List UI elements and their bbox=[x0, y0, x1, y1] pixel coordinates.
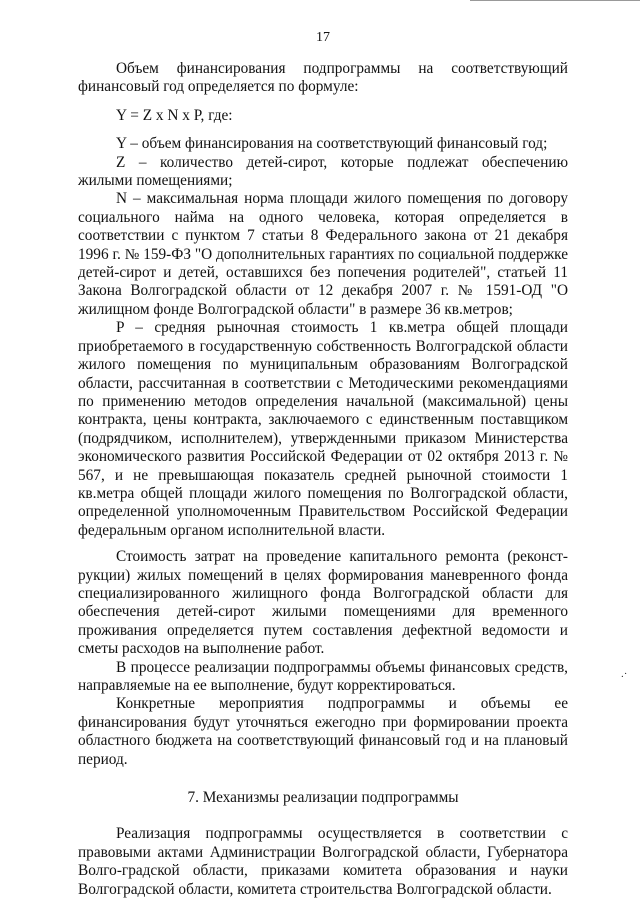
intro-paragraph: Объем финансирования подпрограммы на соответствующий финансовый год определяется по формуле: bbox=[78, 60, 568, 96]
page-number: 17 bbox=[316, 30, 330, 45]
section-heading: 7. Механизмы реализации подпрограммы bbox=[187, 789, 459, 807]
definition-p: P – средняя рыночная стоимость 1 кв.метра общей площади приобретаемого в государственную собственность Волгоградской области жилого помещения по муниципальным образованиям Волгоградской области, рассчитанная в соответствии с Методическими рекомендациями по применению методов определения начальной (максимальной) цены контракта, цены контракта, заключаемого с единственным поставщиком (подрядчиком, исполнителем), утвержденными приказом Министерства экономического развития Российской Федерации от 02 октября 2013 г. № 567, и не превышающая показатель средней рыночной стоимости 1 кв.метра общей площади жилого помещения по Волгоградской области, определенной уполномоченным Правительством Российской Федерации федеральным органом исполнительной власти. bbox=[78, 319, 568, 539]
margin-mark: .· bbox=[621, 668, 628, 680]
definition-z: Z – количество детей-сирот, которые подлежат обеспечению жилыми помещениями; bbox=[78, 153, 568, 190]
section-text: Реализация подпрограммы осуществляется в соответствии с правовыми актами Администрации Волгоградской области, Губернатора Волго-градской области, приказами комитета образования и науки Волгоградской области, комитета строительства Волгоградской области. bbox=[78, 825, 568, 898]
definition-y: Y – объем финансирования на соответствующий финансовый год; bbox=[116, 135, 548, 153]
document-page bbox=[78, 30, 568, 899]
adjustment-paragraph: В процессе реализации подпрограммы объемы финансовых средств, направляемые на ее выполнение, будут корректироваться. bbox=[78, 658, 568, 694]
top-edge-line bbox=[470, 0, 640, 1]
formula: Y = Z x N x P, где: bbox=[116, 106, 233, 124]
definition-n: N – максимальная норма площади жилого помещения по договору социального найма на одного человека, которая определяется в соответствии с пунктом 7 статьи 8 Федерального закона от 21 декабря 1996 г. № 159-ФЗ "О дополнительных гарантиях по социальной поддержке детей-сирот и детей, оставшихся без попечения родителей", статьей 11 Закона Волгоградской области от 12 декабря 2007 г. № 1591-ОД "О жилищном фонде Волгоградской области" в размере 36 кв.метров; bbox=[78, 190, 568, 318]
repair-cost-paragraph: Стоимость затрат на проведение капитального ремонта (реконст-рукции) жилых помещений в целях формирования маневренного фонда специализированного жилищного фонда Волгоградской области для обеспечения детей-сирот жилыми помещениями для временного проживания определяется путем составления дефектной ведомости и сметы расходов на выполнение работ. bbox=[78, 548, 568, 658]
specific-measures-paragraph: Конкретные мероприятия подпрограммы и объемы ее финансирования будут уточняться ежегодно при формировании проекта областного бюджета на соответствующий финансовый год и на плановый период. bbox=[78, 695, 568, 768]
